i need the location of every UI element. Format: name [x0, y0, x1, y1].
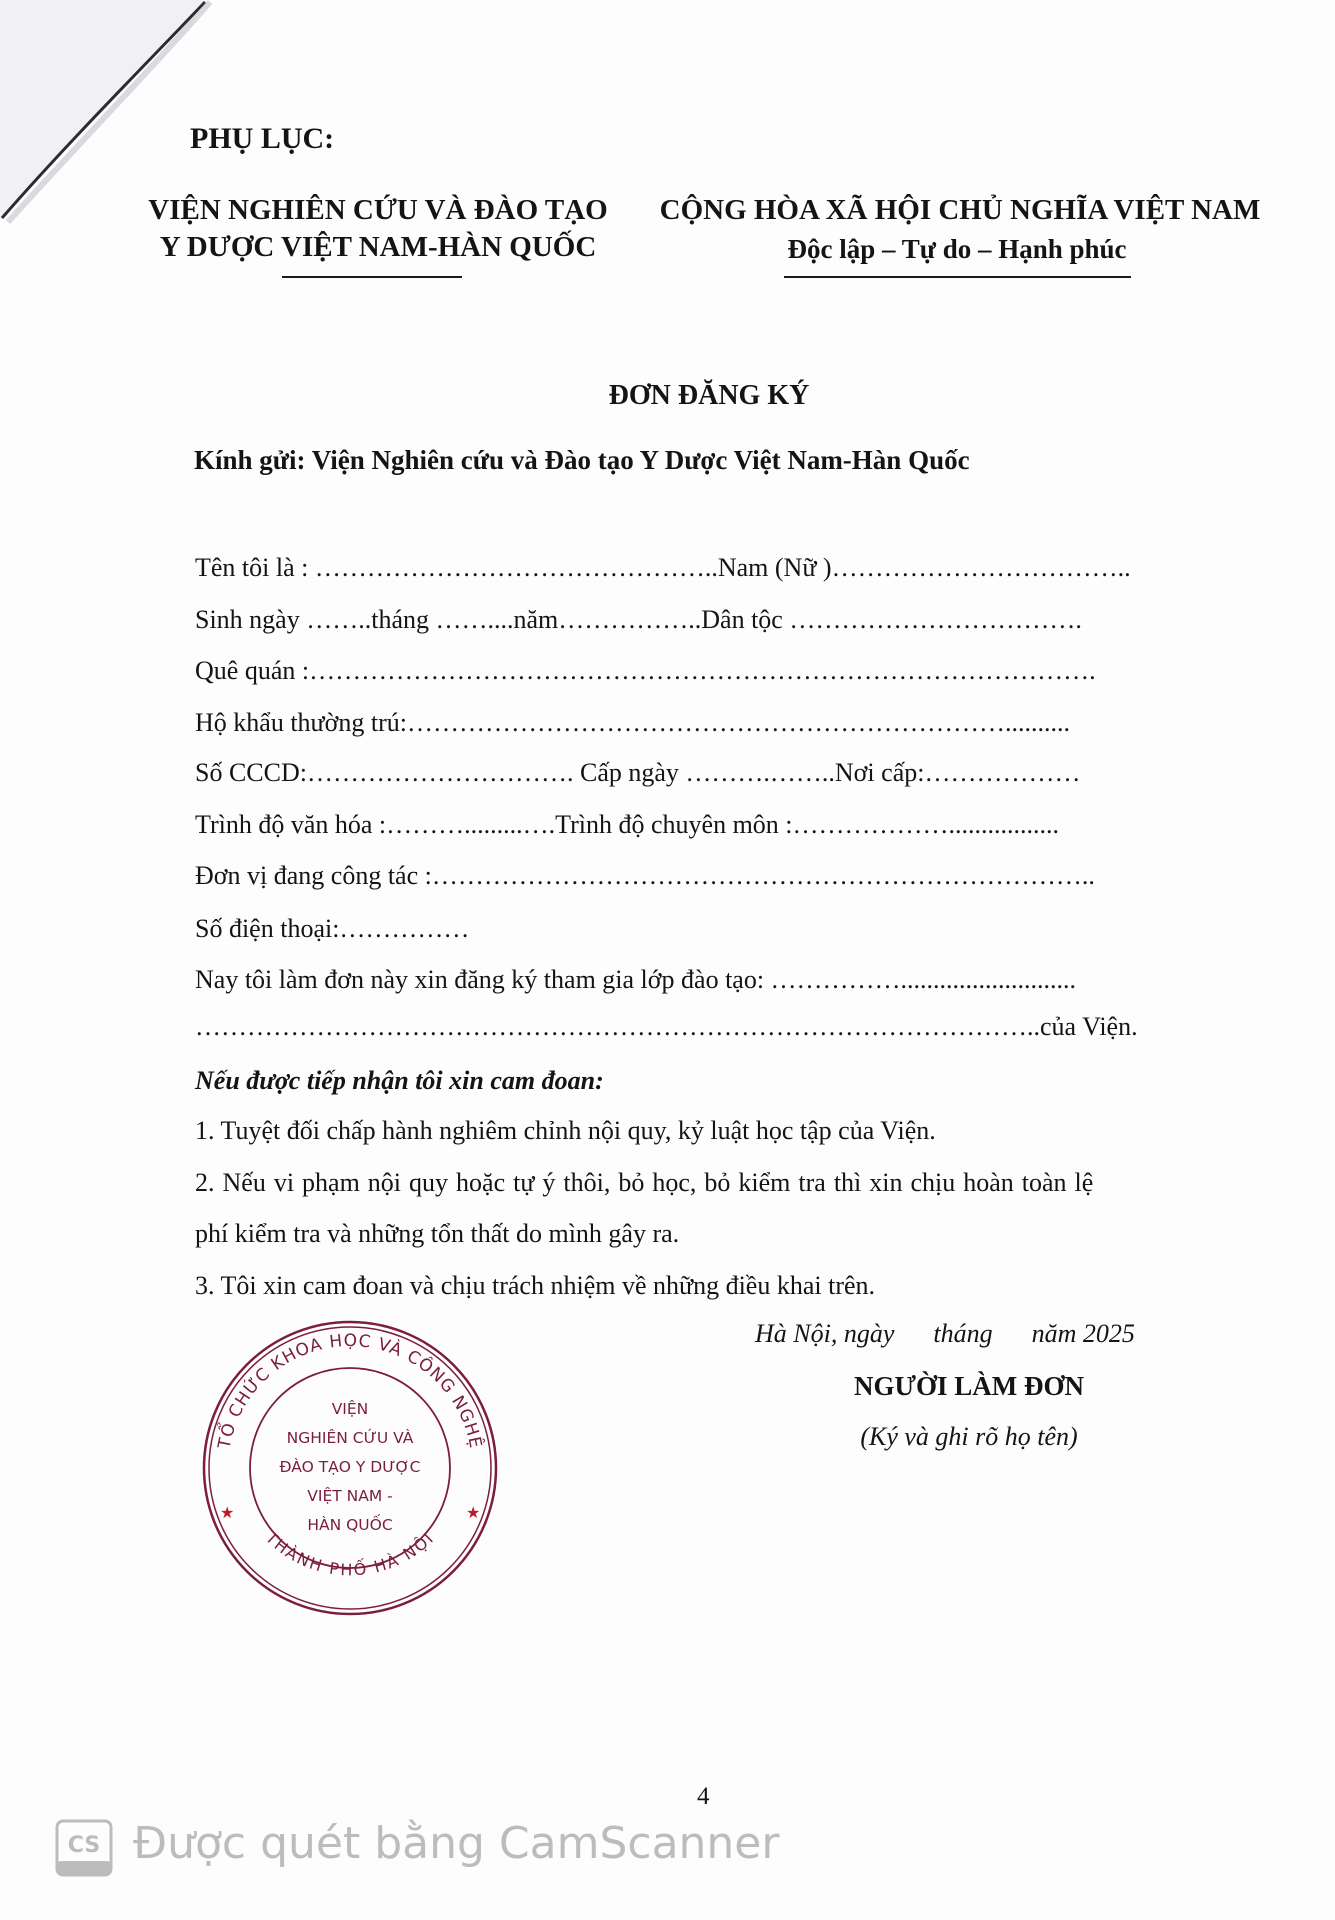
page-number: 4	[697, 1783, 710, 1810]
institute-seal	[200, 1318, 500, 1618]
camscanner-watermark-text: Được quét bằng CamScanner	[133, 1818, 780, 1869]
commitment-item-cont: phí kiểm tra và những tổn thất do mình gây ra.	[195, 1219, 680, 1248]
institute-header-line1: VIỆN NGHIÊN CỨU VÀ ĐÀO TẠO	[148, 194, 608, 226]
field-education-level[interactable]: Trình độ văn hóa :……….........….Trình độ chuyên môn :……………….................	[195, 810, 1060, 839]
field-course-registration-cont[interactable]: ……………………………………………………………………………………..của Viện.	[195, 1012, 1138, 1041]
signature-role: NGƯỜI LÀM ĐƠN	[854, 1371, 1084, 1401]
svg-text:THÀNH PHỐ HÀ NỘI	[261, 1527, 438, 1579]
star-icon: ★	[466, 1505, 481, 1522]
commitment-heading: Nếu được tiếp nhận tôi xin cam đoan:	[195, 1066, 604, 1095]
field-id-card[interactable]: Số CCCD:…………………………. Cấp ngày ……….……..Nơi cấp:………………	[195, 758, 1081, 787]
camscanner-logo-icon	[55, 1819, 113, 1877]
camscanner-logo-label: CS	[67, 1833, 101, 1858]
institute-header-underline	[282, 276, 462, 278]
commitment-item: 1. Tuyệt đối chấp hành nghiêm chỉnh nội quy, kỷ luật học tập của Viện.	[195, 1116, 936, 1145]
appendix-label: PHỤ LỤC:	[190, 122, 335, 155]
signature-place-date: Hà Nội, ngày tháng năm 2025	[755, 1319, 1135, 1348]
field-phone[interactable]: Số điện thoại:……………	[195, 914, 470, 943]
institute-header-line2: Y DƯỢC VIỆT NAM-HÀN QUỐC	[159, 231, 597, 263]
field-birth-date-ethnicity[interactable]: Sinh ngày ……..tháng ……....năm……………..Dân tộc …………………………….	[195, 605, 1082, 634]
star-icon: ★	[220, 1505, 235, 1522]
seal-inner-line: NGHIÊN CỨU VÀ	[286, 1429, 414, 1447]
field-hometown[interactable]: Quê quán :……………………………………………………………………………….	[195, 656, 1096, 685]
national-motto: Độc lập – Tự do – Hạnh phúc	[787, 234, 1127, 264]
field-full-name-gender[interactable]: Tên tôi là : ………………………………………..Nam (Nữ )……………………………..	[195, 553, 1131, 582]
seal-inner-line: VIỆT NAM -	[307, 1487, 393, 1505]
seal-inner-line: VIỆN	[331, 1400, 369, 1418]
field-permanent-residence[interactable]: Hộ khẩu thường trú:……………………………………………………………..........	[195, 708, 1070, 737]
seal-outer-top-text: TỔ CHỨC KHOA HỌC VÀ CÔNG NGHỆ	[214, 1330, 486, 1451]
field-course-registration[interactable]: Nay tôi làm đơn này xin đăng ký tham gia lớp đào tạo: ……………...........................	[195, 965, 1077, 994]
form-title: ĐƠN ĐĂNG KÝ	[608, 380, 810, 411]
seal-inner-line: HÀN QUỐC	[307, 1516, 393, 1534]
national-motto-underline	[784, 276, 1131, 278]
seal-outer-bottom-text: THÀNH PHỐ HÀ NỘI	[261, 1528, 439, 1580]
seal-inner-line: ĐÀO TẠO Y DƯỢC	[279, 1458, 421, 1476]
commitment-item: 3. Tôi xin cam đoan và chịu trách nhiệm về những điều khai trên.	[195, 1271, 876, 1300]
national-header-line1: CỘNG HÒA XÃ HỘI CHỦ NGHĨA VIỆT NAM	[659, 194, 1261, 226]
commitment-item: 2. Nếu vi phạm nội quy hoặc tự ý thôi, bỏ học, bỏ kiểm tra thì xin chịu hoàn toàn lệ	[195, 1168, 1094, 1197]
field-workplace[interactable]: Đơn vị đang công tác :…………………………………………………………………..	[195, 861, 1095, 890]
addressee-line: Kính gửi: Viện Nghiên cứu và Đào tạo Y Dược Việt Nam-Hàn Quốc	[194, 445, 970, 475]
signature-instruction: (Ký và ghi rõ họ tên)	[860, 1422, 1078, 1451]
